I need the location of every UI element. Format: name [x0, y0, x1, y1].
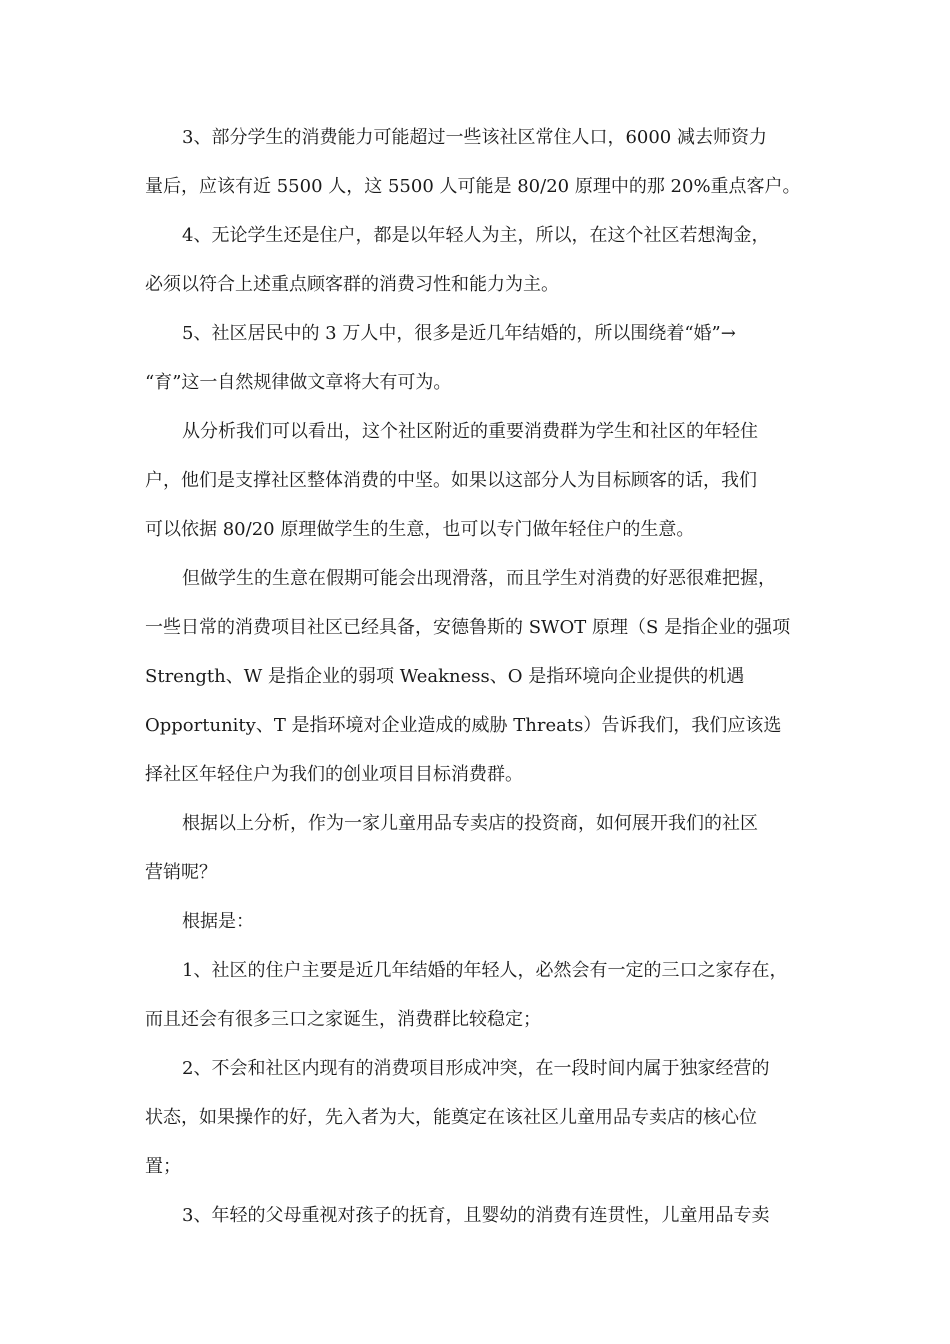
- text-line: Strength、W 是指企业的弱项 Weakness、O 是指环境向企业提供的机遇: [145, 666, 745, 687]
- text-line: 择社区年轻住户为我们的创业项目目标消费群。: [145, 764, 523, 785]
- text-line: 从分析我们可以看出，这个社区附近的重要消费群为学生和社区的年轻住: [182, 421, 758, 442]
- text-line: 量后，应该有近 5500 人，这 5500 人可能是 80/20 原理中的那 20%重点客户。: [145, 176, 801, 197]
- text-line: 营销呢？: [145, 862, 217, 883]
- text-line: 置；: [145, 1156, 181, 1177]
- text-line: 3、部分学生的消费能力可能超过一些该社区常住人口，6000 减去师资力: [182, 127, 767, 148]
- text-line: 而且还会有很多三口之家诞生，消费群比较稳定；: [145, 1009, 541, 1030]
- text-line: 一些日常的消费项目社区已经具备，安德鲁斯的 SWOT 原理（S 是指企业的强项: [145, 617, 791, 638]
- text-line: “育”这一自然规律做文章将大有可为。: [145, 372, 452, 393]
- text-line: 根据以上分析，作为一家儿童用品专卖店的投资商，如何展开我们的社区: [182, 813, 758, 834]
- text-line: Opportunity、T 是指环境对企业造成的威胁 Threats）告诉我们，我们应该选: [145, 715, 782, 736]
- text-line: 1、社区的住户主要是近几年结婚的年轻人，必然会有一定的三口之家存在，: [182, 960, 788, 981]
- text-line: 3、年轻的父母重视对孩子的抚育，且婴幼的消费有连贯性，儿童用品专卖: [182, 1205, 770, 1226]
- text-line: 必须以符合上述重点顾客群的消费习性和能力为主。: [145, 274, 559, 295]
- text-line: 但做学生的生意在假期可能会出现滑落，而且学生对消费的好恶很难把握，: [182, 568, 776, 589]
- text-line: 2、不会和社区内现有的消费项目形成冲突，在一段时间内属于独家经营的: [182, 1058, 770, 1079]
- text-line: 5、社区居民中的 3 万人中，很多是近几年结婚的，所以围绕着“婚”→: [182, 323, 736, 344]
- text-line: 状态，如果操作的好，先入者为大，能奠定在该社区儿童用品专卖店的核心位: [145, 1107, 757, 1128]
- text-line: 户，他们是支撑社区整体消费的中坚。如果以这部分人为目标顾客的话，我们: [145, 470, 757, 491]
- text-line: 可以依据 80/20 原理做学生的生意，也可以专门做年轻住户的生意。: [145, 519, 695, 540]
- text-line: 4、无论学生还是住户，都是以年轻人为主，所以，在这个社区若想淘金，: [182, 225, 770, 246]
- text-line: 根据是：: [182, 911, 254, 932]
